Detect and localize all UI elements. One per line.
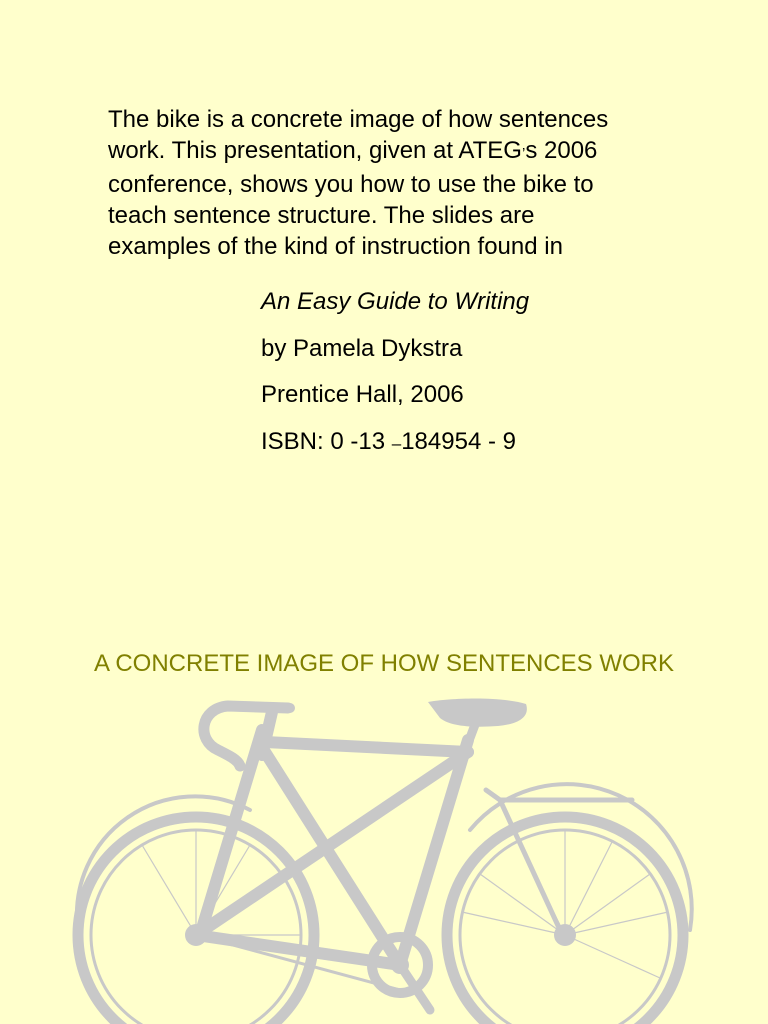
front-hub bbox=[554, 924, 576, 946]
book-publisher: Prentice Hall, 2006 bbox=[261, 381, 464, 408]
isbn-prefix: ISBN: 0 -13 bbox=[261, 427, 392, 455]
intro-paragraph bbox=[108, 104, 668, 262]
headline: A CONCRETE IMAGE OF HOW SENTENCES WORK bbox=[93, 650, 675, 677]
intro-line-2-start: work. This presentation, given at ATEG bbox=[108, 137, 522, 164]
saddle bbox=[428, 699, 527, 727]
intro-line-1: The bike is a concrete image of how sentences bbox=[108, 106, 609, 133]
intro-line-2-end: s 2006 bbox=[525, 137, 598, 164]
book-citation bbox=[261, 286, 681, 472]
rear-hub bbox=[185, 924, 207, 946]
book-author: by Pamela Dykstra bbox=[261, 334, 463, 362]
isbn-dash: – bbox=[391, 433, 402, 453]
intro-line-4: teach sentence structure. The slides are bbox=[108, 202, 535, 229]
head-tube bbox=[262, 712, 272, 755]
rear-rack bbox=[486, 790, 632, 930]
book-isbn bbox=[261, 426, 681, 457]
book-title: An Easy Guide to Writing bbox=[261, 288, 530, 315]
bottom-bracket bbox=[391, 956, 409, 974]
intro-line-2-apostrophe: ’ bbox=[521, 145, 526, 162]
seat-stay bbox=[196, 752, 468, 935]
top-tube bbox=[265, 742, 468, 752]
intro-line-3: conference, shows you how to use the bike to bbox=[108, 171, 594, 198]
intro-line-5: examples of the kind of instruction found in bbox=[108, 233, 563, 260]
bicycle-illustration bbox=[60, 690, 720, 1024]
front-wheel-spokes bbox=[462, 830, 668, 978]
isbn-suffix: 184954 - 9 bbox=[401, 427, 516, 455]
